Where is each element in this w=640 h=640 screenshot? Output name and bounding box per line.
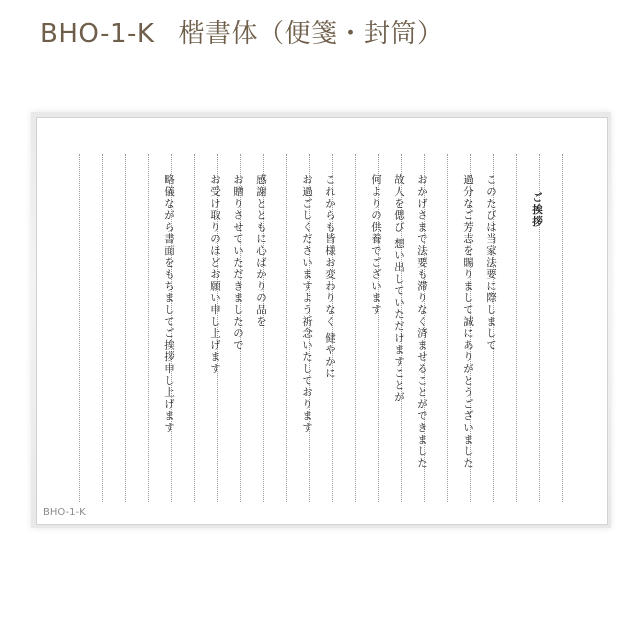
page-title (40, 13, 443, 50)
rule-line (125, 154, 126, 502)
letter-line: 何よりの供養でございます (370, 174, 382, 316)
letter-line: お過ごしくださいますよう祈念いたしております (301, 174, 313, 434)
rule-line (148, 154, 149, 502)
rule-line (286, 154, 287, 502)
letter-line: 過分なご芳志を賜りまして誠にありがとうございました (462, 174, 474, 469)
rule-line (102, 154, 103, 502)
rule-line (516, 154, 517, 502)
letter-line: お贈りさせていただきましたので (232, 174, 244, 351)
letter-paper (36, 117, 608, 525)
rule-line (562, 154, 563, 502)
letter-line: このたびは当家法要に際しまして (485, 174, 497, 351)
letter-heading: ご挨拶 (531, 192, 543, 228)
product-title: 楷書体（便箋・封筒） (178, 19, 444, 49)
sample-code-label: BHO-1-K (43, 507, 86, 518)
rule-line (194, 154, 195, 502)
letter-line: おかげさまで法要も滞りなく済ませることができました (416, 174, 428, 469)
letter-line: これからも皆様お変わりなく 健やかに (324, 174, 336, 380)
letter-line: 感謝とともに心ばかりの品を (255, 174, 267, 328)
rule-line (79, 154, 80, 502)
rule-line (447, 154, 448, 502)
rule-line (355, 154, 356, 502)
product-code: BHO-1-K (40, 19, 155, 49)
letter-line: 故人を偲び 想い出していただけますことが (393, 174, 405, 403)
letter-line: 略儀ながら書面をもちましてご挨拶申し上げます (163, 174, 175, 434)
letter-line: お受け取りのほどお願い申し上げます (209, 174, 221, 375)
